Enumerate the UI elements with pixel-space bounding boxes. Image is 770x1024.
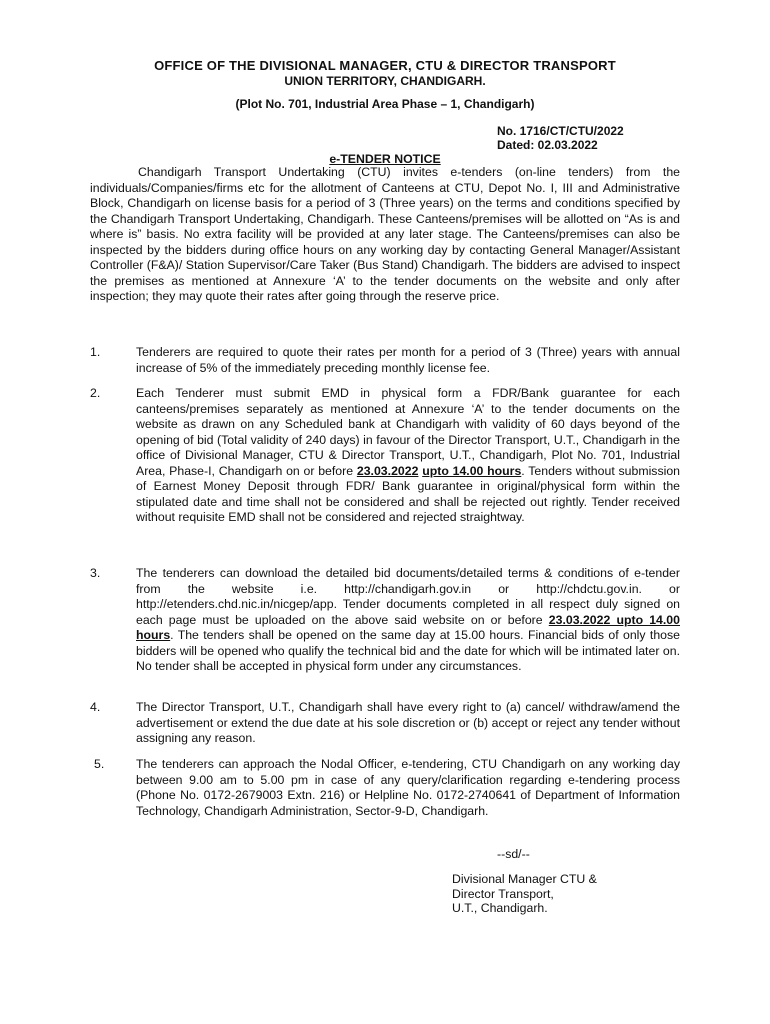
signature-block — [452, 872, 597, 916]
clause-number: 1. — [90, 345, 101, 359]
clause-5 — [90, 757, 680, 819]
clause-number: 3. — [90, 566, 101, 580]
intro-paragraph: Chandigarh Transport Undertaking (CTU) invites e-tenders (on-line tenders) from the individuals/Companies/firms etc for the allotment of Canteens at CTU, Depot No. I, III and Administrative Block, Chandigarh on license basis for a period of 3 (Three years) on the terms and conditions specified by the Chandigarh Transport Undertaking, Chandigarh. These Canteens/premises will be allotted on “As is and where is” basis. No extra facility will be provided at any later stage. The Canteens/premises can also be inspected by the bidders during office hours on any working day by contacting General Manager/Assistant Controller (F&A)/ Station Supervisor/Care Taker (Bus Stand) Chandigarh. The bidders are advised to inspect the premises as mentioned at Annexure ‘A’ to the tender documents on the website and only after inspection; they may quote their rates after going through the reserve price. — [90, 165, 680, 303]
clause-text-part: . The tenders shall be opened on the same day at 15.00 hours. Financial bids of only those bidders will be opened who qualify the technical bid and the date for which will be intimated later on. No tender shall be accepted in physical form under any circumstances. — [136, 628, 680, 673]
clause-1 — [90, 345, 680, 376]
signatory-line-2: Director Transport, — [452, 886, 554, 901]
clause-text: The Director Transport, U.T., Chandigarh shall have every right to (a) cancel/ withdraw/amend the advertisement or extend the due date at his sole discretion or (b) accept or reject any tender without assigning any reason. — [136, 700, 680, 745]
clause-number: 4. — [90, 700, 101, 714]
reference-number: No. 1716/CT/CTU/2022 — [497, 124, 624, 138]
clause-4 — [90, 700, 680, 747]
clause-text — [136, 386, 680, 526]
clause-text-part: . Tenders without submission of Earnest Money Deposit through FDR/ Bank guarantee in original/physical form within the stipulated date and time shall not be considered and shall be rejected out rightly. Tender received without requisite EMD shall not be considered and rejected straightway. — [136, 463, 681, 524]
notice-title: e-TENDER NOTICE — [329, 152, 441, 166]
office-title: OFFICE OF THE DIVISIONAL MANAGER, CTU & DIRECTOR TRANSPORT — [154, 58, 616, 73]
clause-text — [136, 566, 680, 675]
signatory-line-3: U.T., Chandigarh. — [452, 901, 548, 915]
clause-text: The tenderers can approach the Nodal Officer, e-tendering, CTU Chandigarh on any working day between 9.00 am to 5.00 pm in case of any query/clarification regarding e-tendering process (Phone No. 0172-2679003 Extn. 216) or Helpline No. 0172-2740641 of Department of Information Technology, Chandigarh Administration, Sector-9-D, Chandigarh. — [136, 757, 680, 818]
office-address: (Plot No. 701, Industrial Area Phase – 1, Chandigarh) — [235, 97, 535, 111]
signatory-line-1: Divisional Manager CTU & — [452, 872, 597, 886]
emd-deadline-date: 23.03.2022 — [356, 463, 419, 478]
upload-deadline: 23.03.2022 upto 14.00 hours — [136, 612, 680, 642]
office-subtitle: UNION TERRITORY, CHANDIGARH. — [284, 74, 486, 88]
emd-deadline-time: upto 14.00 hours — [422, 463, 522, 478]
clause-text-part: The tenderers can download the detailed bid documents/detailed terms & conditions of e-tender from the website i.e. http://chandigarh.gov.in or http://chdctu.gov.in. or http://etenders.chd.nic.in/nicgep/app. Tender documents completed in all respect duly signed on each page must be uploaded on the above said website on or before — [136, 566, 680, 627]
reference-block — [497, 124, 624, 152]
clause-text: Tenderers are required to quote their rates per month for a period of 3 (Three) years with annual increase of 5% of the immediately preceding monthly license fee. — [136, 345, 680, 375]
reference-date: Dated: 02.03.2022 — [497, 138, 598, 152]
clause-number: 2. — [90, 386, 101, 400]
signed-marker: --sd/-- — [497, 847, 530, 861]
clause-number: 5. — [94, 757, 105, 771]
clause-3 — [90, 566, 680, 675]
clause-2 — [90, 386, 680, 526]
clause-text-part: Each Tenderer must submit EMD in physical form a FDR/Bank guarantee for each canteens/premises separately as mentioned at Annexure ‘A’ to the tender documents on the website as drawn on any Scheduled bank at Chandigarh with validity of 60 days beyond of the opening of bid (Total validity of 240 days) in favour of the Director Transport, U.T., Chandigarh in the office of Divisional Manager, CTU & Director Transport, U.T., Chandigarh, Plot No. 701, Industrial Area, Phase-I, Chandigarh on or before — [136, 386, 680, 478]
